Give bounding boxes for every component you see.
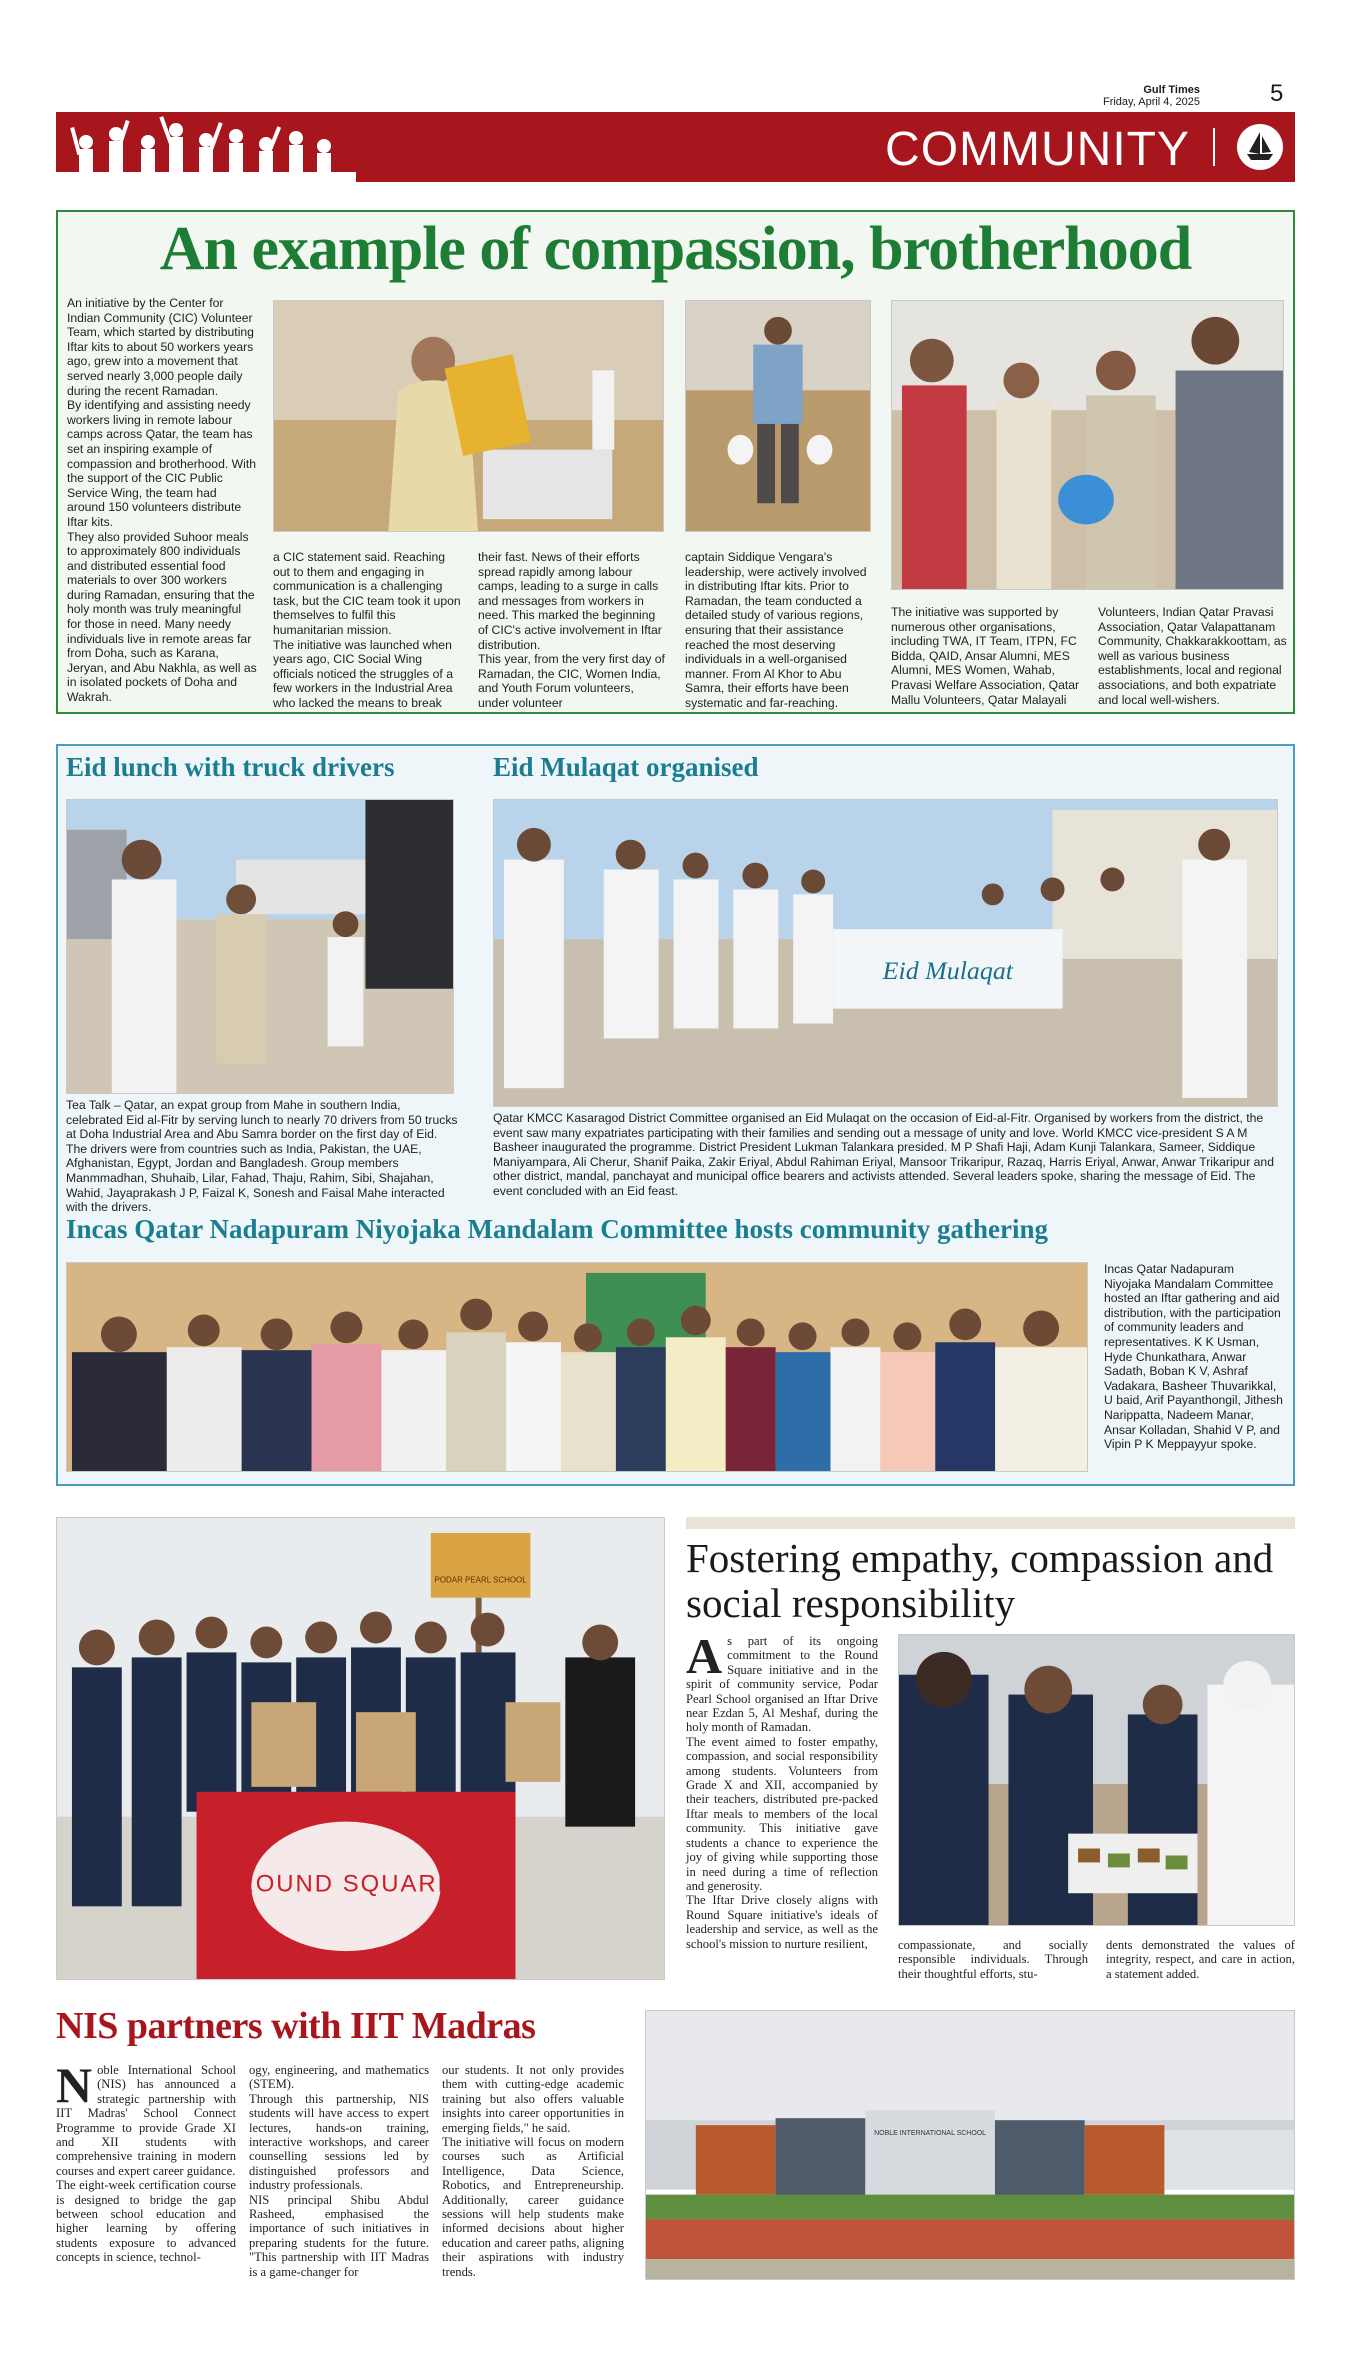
eid-lunch-body: Tea Talk – Qatar, an expat group from Mahe in southern India, celebrated Eid al-Fitr by serving lunch to nearly 70 drivers from 50 trucks at Doha Industrial Area and Abu Samra border on the first day of Eid. The drivers were from countries such as India, Pakistan, the UAE, Afghanistan, Egypt, Jordan and Bangladesh. Group members Manmmadhan, Shuhaib, Lilar, Fahad, Thaju, Rahim, Sibi, Shajahan, Wahid, Jayaprakash J P, Faizal K, Sonesh and Faisal Mahe interacted with the drivers. [66, 1098, 458, 1215]
eid-mulaqat-body: Qatar KMCC Kasaragod District Committee organised an Eid Mulaqat on the occasion of Eid-al-Fitr. Organised by workers from the district, the event saw many expatriates participating with their families and sending out a message of unity and love. World KMCC vice-president S A M Basheer inaugurated the programme. District President Lukman Talankara presided. M P Shafi Haji, Adam Kunji Talankara, Sameer, Siddique Maniyampara, Ali Cherur, Shanif Paika, Zakir Eriyal, Abdul Rahiman Eriyal, Mansoor Trikaripur, Razaq, Harris Eriyal, Anwar, Anwar Trikaripur and other district, mandal, panchayat and municipal office bearers and activists attended. Several leaders spoke, sharing the message of Eid. The event concluded with an Eid feast. [493, 1111, 1274, 1198]
story1-headline: An example of compassion, brotherhood [159, 215, 1192, 283]
crowd-silhouette-icon [56, 112, 356, 182]
incas-headline: Incas Qatar Nadapuram Niyojaka Mandalam Committee hosts community gathering [66, 1214, 1048, 1244]
publication-name: Gulf Times [1143, 84, 1200, 96]
story3-col3: dents demonstrated the values of integrity, respect, and care in action, a statement added. [1106, 1938, 1295, 1981]
story4-col2: ogy, engineering, and mathematics (STEM). Through this partnership, NIS students will have access to expert lectures, hands-on training, interactive workshops, and career counselling sessions led by distinguished professors and industry professionals. NIS principal Shibu Abdul Rasheed, emphasised the importance of such initiatives in preparing students for the future. "This partnership with IIT Madras is a game-changer for [249, 2063, 429, 2279]
dhow-boat-icon [1237, 124, 1283, 170]
eid-mulaqat-headline: Eid Mulaqat organised [493, 752, 759, 782]
header-divider [1213, 128, 1215, 166]
photo-incas-gathering [66, 1262, 1088, 1472]
story3-col2: compassionate, and socially responsible individuals. Through their thoughtful efforts, stu- [898, 1938, 1088, 1981]
eid-lunch-headline: Eid lunch with truck drivers [66, 752, 395, 782]
logo-badge [1237, 124, 1283, 170]
story4-col1: Noble International School (NIS) has announced a strategic partnership with IIT Madras' School Connect Programme to provide Grade XI and XII students with comprehensive training in modern courses and expert career guidance. The eight-week certification course is designed to bridge the gap between school education and higher learning by offering students exposure to advanced concepts in science, technol- [56, 2057, 236, 2265]
photo-podar-students-iftar-drive [56, 1517, 665, 1980]
photo-volunteers-handing-kits [891, 300, 1284, 590]
section-banner [56, 112, 1295, 182]
story1-col3: their fast. News of their efforts spread rapidly among labour camps, leading to a surge in calls and messages from workers in need. This marked the beginning of CIC's active involvement in Iftar distribution. This year, from the very first day of Ramadan, the CIC, Women India, and Youth Forum volunteers, under volunteer [478, 550, 665, 710]
story1-col2: a CIC statement said. Reaching out to them and engaging in communication is a challenging task, but the CIC team took it upon themselves to fulfil this humanitarian mission. The initiative was launched when years ago, CIC Social Wing officials noticed the struggles of a few workers in the Industrial Area who lacked the means to break [273, 550, 461, 710]
photo-worker-walking [685, 300, 871, 532]
photo-worker-with-boxes [273, 300, 664, 532]
school-building-sign: NOBLE INTERNATIONAL SCHOOL [874, 2130, 987, 2138]
section-title: COMMUNITY [885, 123, 1190, 176]
story1-col5: The initiative was supported by numerous other organisations, including TWA, IT Team, ITPN, FC Bidda, QAID, Ansar Alumni, MES Alumni, MES Women, Wahab, Pravasi Welfare Association, Qatar Mallu Volunteers, Qatar Malayali [891, 605, 1080, 707]
story3-headline: Fostering empathy, compassion and social responsibility [686, 1535, 1274, 1626]
story3-topbar [686, 1517, 1295, 1529]
story3-col1: As part of its ongoing commitment to the Round Square initiative and in the spirit of community service, Podar Pearl School organised an Iftar Drive near Ezdan 5, Al Meshaf, during the holy month of Ramadan. The event aimed to foster empathy, compassion, and social responsibility among students. Volunteers from Grade X and XII, accompanied by their teachers, distributed pre-packed Iftar meals to members of the local community. This initiative gave students a chance to experience the joy of giving while supporting those in need during a time of reflection and generosity. The Iftar Drive closely aligns with Round Square initiative's ideals of leadership and service, as well as the school's mission to nurture resilient, [686, 1628, 878, 1951]
school-sign-text: PODAR PEARL SCHOOL [434, 1575, 527, 1585]
story4-col3: our students. It not only provides them with cutting-edge academic training but also offers valuable insights into career opportunities in emerging fields," he said. The initiative will focus on modern courses such as Artificial Intelligence, Data Science, Robotics, and Entrepreneurship. Additionally, career guidance sessions will help students make informed decisions about higher education and career paths, aligning their aspirations with industry trends. [442, 2063, 624, 2279]
story4-headline: NIS partners with IIT Madras [56, 2005, 536, 2047]
story1-col1: An initiative by the Center for Indian Community (CIC) Volunteer Team, which started by distributing Iftar kits to about 50 workers years ago, grew into a movement that served nearly 3,000 people daily during the recent Ramadan. By identifying and assisting needy workers living in remote labour camps across Qatar, the team has set an inspiring example of compassion and brotherhood. With the support of the CIC Public Service Wing, the team had around 150 volunteers distribute Iftar kits. They also provided Suhoor meals to approximately 800 individuals and distributed essential food materials to over 300 workers during Ramadan, ensuring that the holy month was truly meaningful for those in need. Many needy individuals live in remote areas far from Doha, such as Karana, Jeryan, and Abu Nakhla, as well as in isolated pockets of Doha and Wakrah. [67, 296, 257, 705]
photo-nis-school-building [645, 2010, 1295, 2280]
photo-eid-mulaqat-group [493, 799, 1278, 1107]
photo-students-packing-meals [898, 1634, 1295, 1926]
photo-truck-drivers-lunch [66, 799, 454, 1094]
issue-date: Friday, April 4, 2025 [1102, 96, 1200, 108]
eid-mulaqat-banner: Eid Mulaqat [882, 955, 1014, 985]
story1-col6: Volunteers, Indian Qatar Pravasi Association, Qatar Valapattanam Community, Chakkarakkoottam, as well as various business establishments, local and regional associations, and both expatriate and local well-wishers. [1098, 605, 1287, 707]
story1-col4: captain Siddique Vengara's leadership, were actively involved in distributing Iftar kits. Prior to Ramadan, the team conducted a detailed study of various regions, ensuring that their assistance reached the most deserving individuals in a well-organised manner. From Al Khor to Abu Samra, their efforts have been systematic and far-reaching. [685, 550, 867, 710]
page-number: 5 [1270, 80, 1284, 107]
round-square-flag-text: ROUND SQUARE [236, 1870, 456, 1898]
incas-body: Incas Qatar Nadapuram Niyojaka Mandalam Committee hosted an Iftar gathering and aid distribution, with the participation of community leaders and representatives. K K Usman, Hyde Chunkathara, Anwar Sadath, Boban K V, Ashraf Vadakara, Basheer Thuvarikkal, U baid, Arif Payanthongil, Jithesh Narippatta, Nadeem Manar, Ansar Kolladan, Shahid V P, and Vipin P K Meppayyur spoke. [1104, 1262, 1283, 1452]
